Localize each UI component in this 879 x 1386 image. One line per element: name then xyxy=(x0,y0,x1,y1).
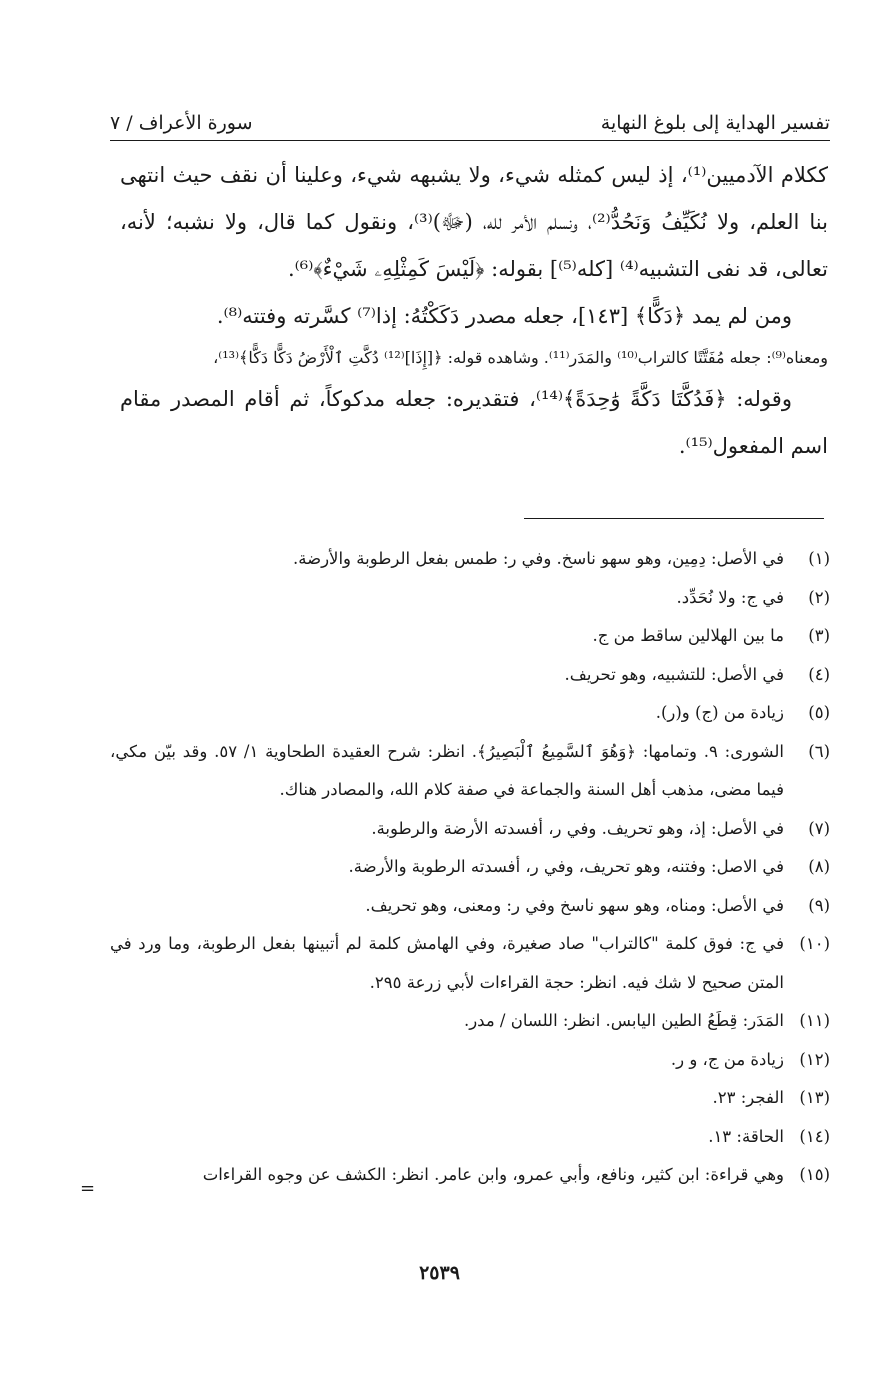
footnote-number: (٢) xyxy=(808,587,830,607)
footnote-text: وهي قراءة: ابن كثير، ونافع، وأبي عمرو، وابن عامر. انظر: الكشف عن وجوه القراءات xyxy=(202,1165,784,1184)
footnote-text: الشورى: ٩. وتمامها: ﴿وَهُوَ ٱلسَّمِيعُ ٱلْبَصِيرُ﴾. انظر: شرح العقيدة الطحاوية ١/ ٥٧. وقد بيّن مكي، فيما مضى، مذهب أهل السنة والجماعة في صفة كلام الله، والمصادر هناك. xyxy=(110,741,784,799)
footnote-text: زيادة من (ج) و(ر). xyxy=(655,703,784,722)
footnote-separator xyxy=(524,518,824,519)
continuation-mark: = xyxy=(80,1178,96,1199)
paragraph-1: ككلام الآدميين⁽¹⁾، إذ ليس كمثله شيء، ولا يشبهه شيء، وعلينا أن نقف حيث انتهى بنا العلم، ولا نُكَيِّفُ وَنَحُدُّ⁽²⁾، ونسلم الأمر لله، (ﷻ)⁽³⁾، ونقول كما قال، ولا نشبه؛ لأنه، تعالى، قد نفى التشبيه⁽⁴⁾ [كله⁽⁵⁾] بقوله: ﴿لَيْسَ كَمِثْلِهِۦ شَيْءٌ﴾⁽⁶⁾. xyxy=(120,163,828,281)
footnote-text: في الأصل: ومناه، وهو سهو ناسخ وفي ر: ومعنى، وهو تحريف. xyxy=(365,895,784,915)
footnote xyxy=(110,1118,830,1157)
footnote-number: (٥) xyxy=(808,703,830,722)
footnote-text: في الأصل: إذ، وهو تحريف. وفي ر، أفسدته الأرضة والرطوبة. xyxy=(371,818,784,838)
footnote-number: (١٠) xyxy=(799,934,830,953)
footnote-text: الفجر: ٢٣. xyxy=(712,1088,784,1107)
footnote-number: (٣) xyxy=(808,626,830,645)
footnote-number: (١٢) xyxy=(799,1049,830,1069)
footnote-text: المَدَر: قِطَعُ الطين اليابس. انظر: اللسان / مدر. xyxy=(463,1011,784,1030)
footnote-number: (١٤) xyxy=(799,1126,830,1146)
footnote-number: (١٣) xyxy=(799,1088,830,1107)
footnote xyxy=(110,1041,830,1080)
footnote xyxy=(110,579,830,618)
footnote-number: (١) xyxy=(808,549,830,568)
footnote-text: ما بين الهلالين ساقط من ج. xyxy=(592,626,784,645)
book-title: تفسير الهداية إلى بلوغ النهاية xyxy=(600,112,830,134)
footnote xyxy=(110,1156,830,1195)
footnote xyxy=(110,1079,830,1118)
footnote-text: زيادة من ج، و ر. xyxy=(670,1049,784,1069)
footnote-text: في ج: ولا نُحَدِّد. xyxy=(676,587,784,607)
paragraph-2: ومن لم يمد ﴿دَكًّا﴾ [١٤٣]، جعله مصدر دَكَكْتُهُ: إذا⁽⁷⁾ كسَّرته وفتته⁽⁸⁾. xyxy=(216,304,792,328)
footnote xyxy=(110,810,830,849)
footnote-text: في الأصل: للتشبيه، وهو تحريف. xyxy=(564,664,784,684)
footnote-number: (٤) xyxy=(808,664,830,684)
footnote-text: في ج: فوق كلمة "كالتراب" صاد صغيرة، وفي الهامش كلمة لم أتبينها بفعل الرطوبة، وما ورد في المتن صحيح لا شك فيه. انظر: حجة القراءات لأبي زرعة ٢٩٥. xyxy=(110,934,784,992)
footnote xyxy=(110,733,830,810)
footnote-number: (٩) xyxy=(808,895,830,915)
footnote xyxy=(110,617,830,656)
footnote-text: الحاقة: ١٣. xyxy=(708,1126,784,1146)
footnote xyxy=(110,540,830,579)
page-number: ٢٥٣٩ xyxy=(419,1262,460,1284)
running-header xyxy=(110,100,830,141)
main-text xyxy=(120,152,828,470)
footnote-number: (٦) xyxy=(808,741,830,761)
paragraph-2-small: ومعناه⁽⁹⁾: جعله مُفَتَّتًا كالتراب⁽¹⁰⁾ والمَدَر⁽¹¹⁾. وشاهده قوله: ﴿[إِذَا]⁽¹²⁾ دُكَّتِ ٱلْأَرْضُ دَكًّا دَكًّا﴾⁽¹³⁾، xyxy=(213,348,828,367)
footnote-number: (٨) xyxy=(808,857,830,876)
footnote-text: في الاصل: وفتنه، وهو تحريف، وفي ر، أفسدته الرطوبة والأرضة. xyxy=(348,857,784,876)
footnote-number: (١٥) xyxy=(799,1165,830,1184)
footnote xyxy=(110,694,830,733)
footnotes-list xyxy=(110,540,830,1195)
footnote-number: (١١) xyxy=(799,1011,830,1030)
footnote xyxy=(110,848,830,887)
footnote xyxy=(110,887,830,926)
footnote-number: (٧) xyxy=(808,818,830,838)
paragraph-3: وقوله: ﴿فَدُكَّتَا دَكَّةً وَٰحِدَةً﴾⁽¹⁴⁾، فتقديره: جعله مدكوكاً، ثم أقام المصدر مقام اسم المفعول⁽¹⁵⁾. xyxy=(120,387,828,458)
footnote xyxy=(110,1002,830,1041)
footnote-text: في الأصل: دِمِين، وهو سهو ناسخ. وفي ر: طمس بفعل الرطوبة والأرضة. xyxy=(292,549,784,568)
footnote xyxy=(110,656,830,695)
footnote xyxy=(110,925,830,1002)
surah-label: سورة الأعراف / ٧ xyxy=(110,112,253,134)
